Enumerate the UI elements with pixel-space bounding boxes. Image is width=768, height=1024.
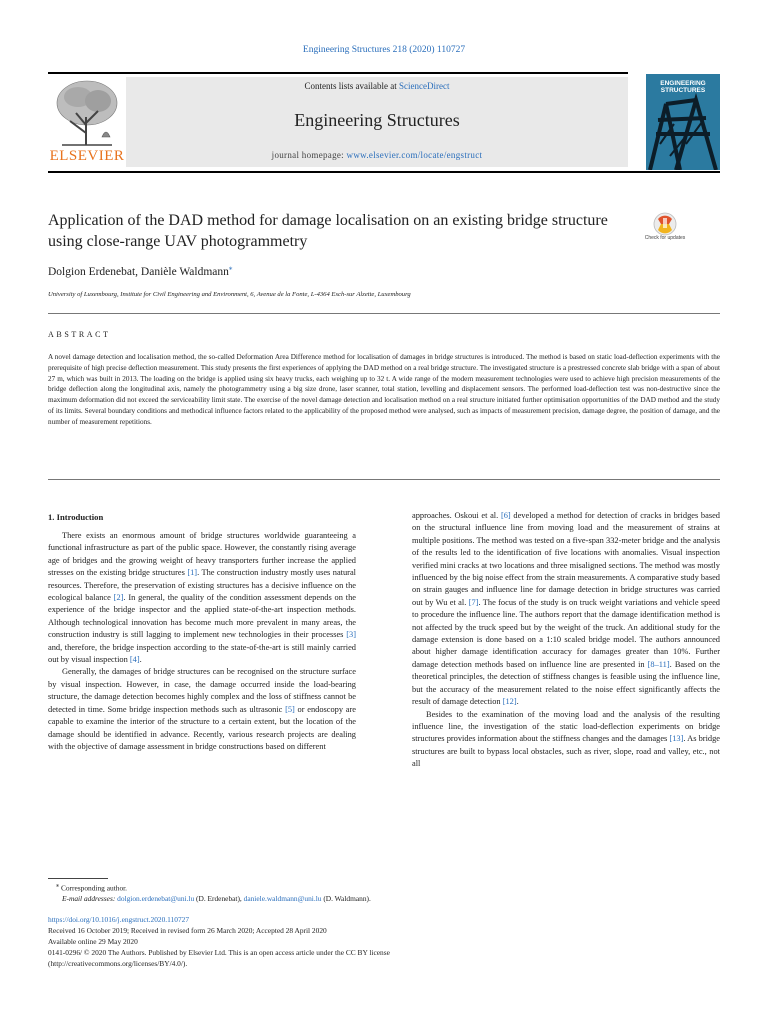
reference-link[interactable]: [8–11] [647,659,670,669]
email-addresses [48,893,720,904]
paragraph-text: developed a method for detection of cracks in bridges based on the structural influence line from moving load and the measurement of strains at multiple positions. The method was tested on a five-span 332-meter bridge and the analysis of the results led to the identification of five locations with anomalies. Visual inspection verified mini cracks at two locations and three misaligned sections. The method was mostly influenced by the big noise effect from the strain measurements. A comparative study based on strain gauges and influence line for damage detection in bridge structures was carried out by Wu et al. [412,511,720,607]
article-title: Application of the DAD method for damage localisation on an existing bridge structure using close-range UAV photogrammetry [48,212,608,250]
paragraph [412,510,720,709]
paragraph-text: There exists an enormous amount of bridge structures worldwide guaranteeing a functional infrastructure as part of the public space. However, the constantly rising average age of bridges and the growing weight of heavy transporters further increase the applied stresses on the existing bridge structures [48,531,356,578]
reference-link[interactable]: [13] [669,734,684,744]
email-link-waldmann[interactable]: daniele.waldmann@uni.lu [243,894,322,904]
paragraph-text: . In general, the quality of the condition assessment depends on the experience of the bridge inspector and the applied state-of-the-art inspection methods. Although technological innovation has become much more prevalent in many areas, the construction industry is still lagging to implement new technologies in their processes [48,593,356,640]
abstract-heading: ABSTRACT [48,330,111,339]
reference-link[interactable]: [5] [285,704,295,714]
journal-homepage-line [126,150,628,160]
author-affiliation: University of Luxembourg, Institute for Civil Engineering and Environment, 6, Avenue de la Fonte, L-4364 Esch-sur Alzette, Luxembourg [48,291,411,298]
homepage-label: journal homepage: [271,150,347,160]
header-rule-bottom [48,171,720,173]
abstract-rule-bottom [48,479,720,480]
email-label: E-mail addresses: [62,894,116,904]
contents-availability-line [126,81,628,91]
author-names: Dolgion Erdenebat, Danièle Waldmann [48,265,229,278]
reference-link[interactable]: [1] [187,568,198,578]
abstract-text: A novel damage detection and localisation method, the so-called Deformation Area Difference method for localisation of damages in bridge structures is introduced. The method is based on static load-deflection experiments with the prerequisite of high precise deflection measurement. This study presents the first experiences of applying the DAD method on a real bridge structure. The investigated structure is a prestressed concrete slab bridge with a span of about 27 m, which was built in 2013. The loading on the bridge is applied using six heavy trucks, each weighing up to 32 t. A wide range of the modern measurement technologies were used to achieve high precision measurements of the bridge deflection along the longitudinal axis, namely the photogrammetry using a big size drone, laser scanner, total station, levelling and displacement sensors. The performed load-deflection test was non-destructive since the maximum deformation did not exceed the serviceability limit state. The exercise of the novel damage detection and localisation method on a real structure initiated further optimisation opportunities of the DAD method and the study of its limits. Several boundary conditions and methodical influence factors related to the applicability of the proposed method were analysed, such as impacts of measurement precision, damage degree, the position of damage, and the number of measurement repetitions. [48,353,720,426]
corresponding-author-note [48,881,720,893]
paragraph-text: and, therefore, the bridge inspection according to the state-of-the-art is still mainly carried out by visual inspection [48,642,356,665]
footnotes [48,881,720,904]
license-line-1: 0141-0296/ © 2020 The Authors. Published by Elsevier Ltd. This is an open access article under the CC BY license [48,948,390,957]
reference-link[interactable]: [12] [502,697,517,707]
reference-link[interactable]: [6] [500,511,511,520]
doi-link[interactable]: https://doi.org/10.1016/j.engstruct.2020.110727 [48,915,190,924]
paragraph-text: Generally, the damages of bridge structures can be recognised on the structure surface by visual inspection. However, in case, the damage occurred inside the load-bearing structure, the damage detection becomes highly complex and the loss of stiffness cannot be detected in time. Some bridge inspection methods such as ultrasonic [48,667,356,714]
paragraph-text: . The construction industry mostly uses natural resources. Therefore, the preservation of existing structures has a decisive influence on the ecological balance [48,568,357,603]
email-name-waldmann: (D. Waldmann). [321,894,371,904]
check-for-updates-label: Check for updates [644,235,686,241]
paragraph-text: . [516,697,519,707]
paragraph [412,709,720,771]
corresponding-mark: ⁎ [56,883,60,889]
reference-link[interactable]: [3] [346,630,356,640]
email-name-erdenebat: (D. Erdenebat), [194,894,244,904]
publication-info [48,914,720,969]
elsevier-wordmark: ELSEVIER [49,148,125,164]
homepage-url-link[interactable]: www.elsevier.com/locate/engstruct [346,150,483,160]
email-link-erdenebat[interactable]: dolgion.erdenebat@uni.lu [117,894,195,904]
corresponding-author-mark[interactable]: ⁎ [228,264,233,272]
footnote-rule [48,878,108,879]
cover-title: ENGINEERING STRUCTURES [660,80,706,94]
journal-reference-link[interactable]: Engineering Structures 218 (2020) 110727 [302,45,466,55]
abstract-rule-top [48,313,720,314]
header-rule-top [48,72,628,74]
paragraph-text: . Based on the theoretical principles, the detection of stiffness changes is feasible using the influence line, but the accuracy of the measurement related to the noise effect significantly affects the result of damage detection [412,659,720,707]
corresponding-author-label: Corresponding author. [60,883,128,893]
body-column-right [412,510,720,771]
paragraph-text: . As bridge structures are built to bypass local obstacles, such as river, slope, road and valley, etc., not all [412,734,721,769]
reference-link[interactable]: [4] [129,655,140,665]
author-list [48,264,232,278]
journal-name: Engineering Structures [294,110,460,130]
paragraph [48,530,356,666]
journal-cover-image [646,74,720,170]
paragraph-text: . The focus of the study is on truck weight variations and vehicle speed to procedure the influence line. The authors report that the damage identification method is not affected by the truck speed but by the weight of the truck. An additional study for the damage extension is done based on a 1:10 scaled bridge model. The authors announced about higher damage identification accuracy for damages greater than 10%. Further damage detection methods based on influence line are presented in [412,597,720,669]
section-heading-introduction: 1. Introduction [48,512,104,522]
check-for-updates-button[interactable] [646,212,684,256]
paragraph-text: or endoscopy are capable to examine the interior of the structure to a certain extent, but the location of the damage should be identified in advance. Recently, various research projects are dealing with the objective of damage assessment in bridge constructions based on different [48,704,356,751]
paragraph-text: . [139,655,142,665]
contents-prefix: Contents lists available at [304,81,399,91]
paragraph [48,666,356,753]
sciencedirect-link[interactable]: ScienceDirect [399,81,450,91]
received-dates: Received 16 October 2019; Received in revised form 26 March 2020; Accepted 28 April 2020 [48,926,327,935]
license-line-2: (http://creativecommons.org/licenses/BY/4.0/). [48,959,188,968]
available-online-date: Available online 29 May 2020 [48,937,138,946]
body-column-left [48,530,356,753]
paragraph-text: approaches. Oskoui et al. [412,511,501,520]
reference-link[interactable]: [7] [468,597,479,607]
reference-link[interactable]: [2] [113,593,124,603]
paragraph-text: Besides to the examination of the moving load and the analysis of the resulting influence line, the investigation of the static load-deflection experiments on bridge structures provides information about the stiffness changes and the damages [412,709,720,744]
